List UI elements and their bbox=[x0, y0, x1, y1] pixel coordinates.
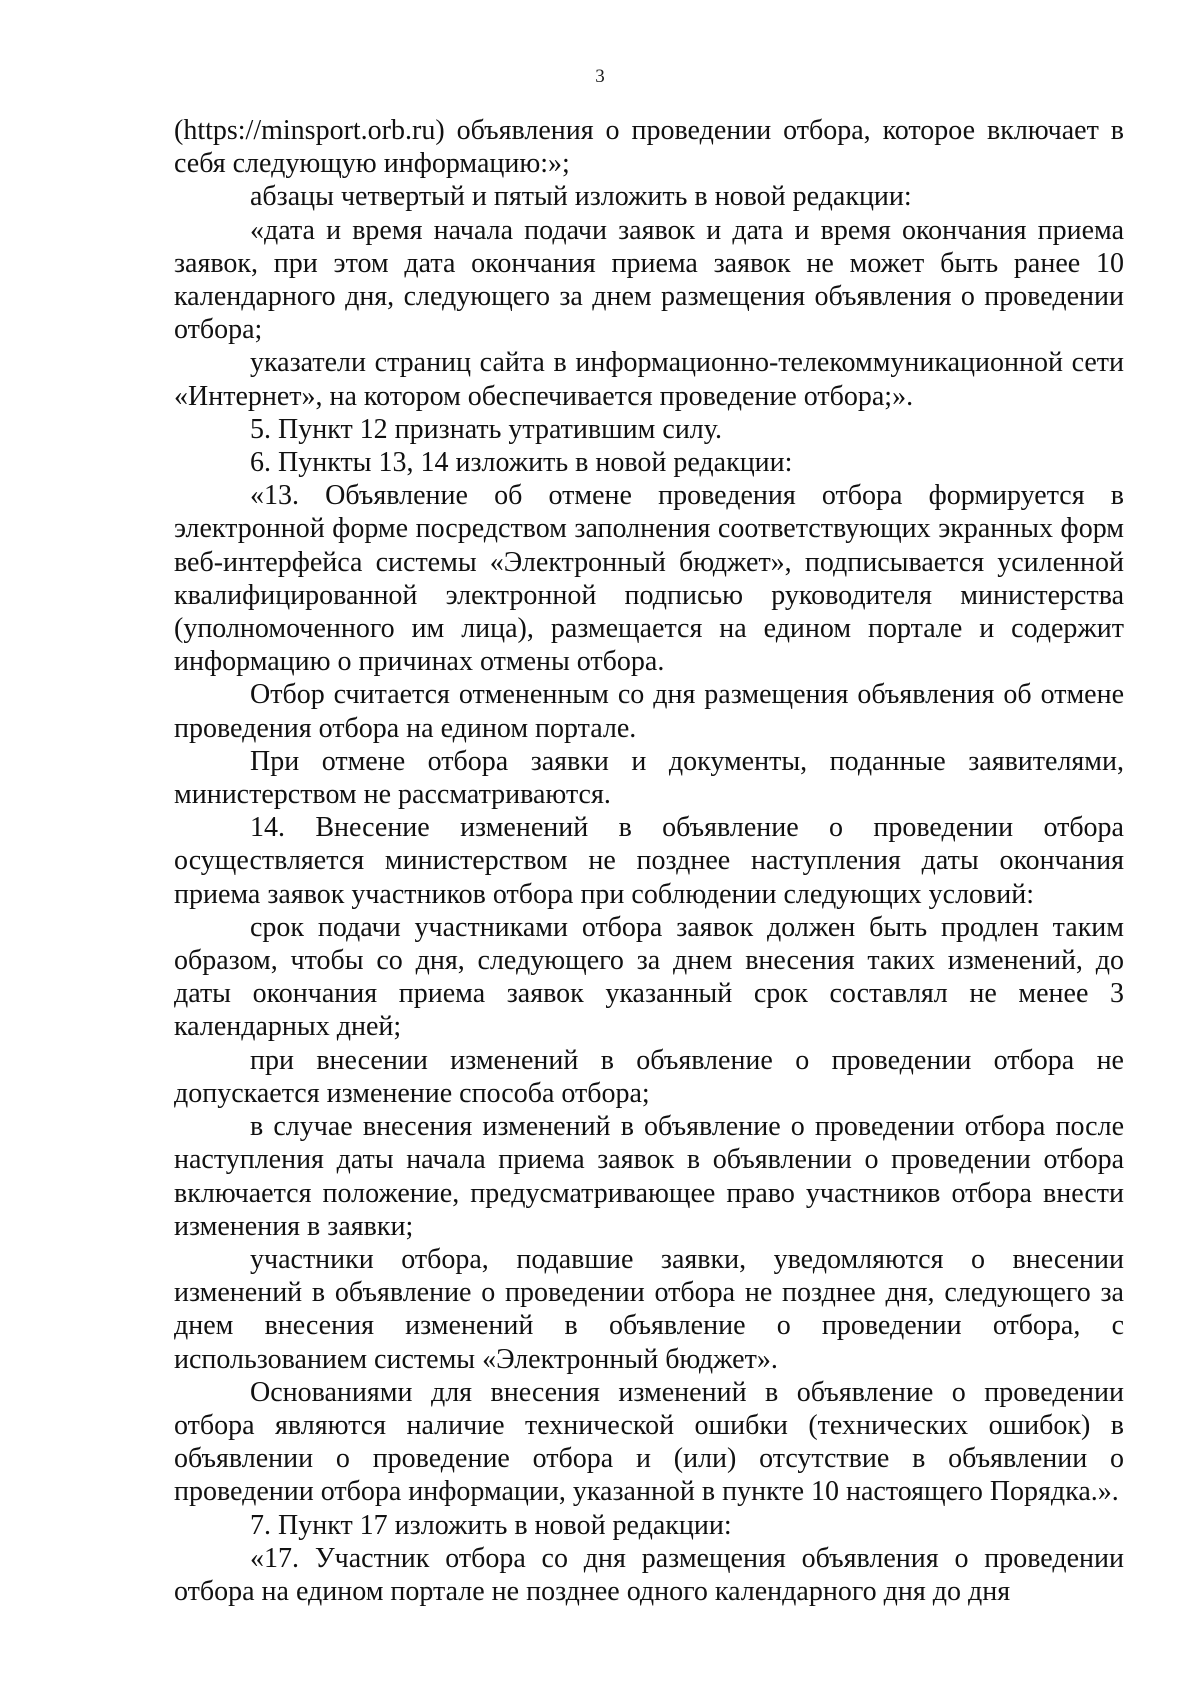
paragraph-13: в случае внесения изменений в объявление о проведении отбора после наступления даты начала приема заявок в объявлении о проведении отбора включается положение, предусматривающее право участников отбора внести изменения в заявки; bbox=[174, 1111, 1124, 1242]
paragraph-11: срок подачи участниками отбора заявок должен быть продлен таким образом, чтобы со дня, следующего за днем внесения таких изменений, до даты окончания приема заявок указанный срок составлял не менее 3 календарных дней; bbox=[174, 911, 1124, 1043]
paragraph-10: 14. Внесение изменений в объявление о проведении отбора осуществляется министерством не позднее наступления даты окончания приема заявок участников отбора при соблюдении следующих условий: bbox=[174, 812, 1124, 910]
paragraph-7: «13. Объявление об отмене проведения отбора формируется в электронной форме посредством заполнения соответствующих экранных форм веб-интерфейса системы «Электронный бюджет», подписывается усиленной квалифицированной электронной подписью руководителя министерства (уполномоченного им лица), размещается на едином портале и содержит информацию о причинах отмены отбора. bbox=[174, 480, 1124, 678]
paragraph-3: «дата и время начала подачи заявок и дата и время окончания приема заявок, при этом дата окончания приема заявок не может быть ранее 10 календарного дня, следующего за днем размещения объявления о проведении отбора; bbox=[174, 214, 1124, 346]
document-body bbox=[174, 114, 1124, 1608]
paragraph-2: абзацы четвертый и пятый изложить в новой редакции: bbox=[250, 181, 912, 213]
page-number: 3 bbox=[595, 66, 605, 87]
paragraph-14: участники отбора, подавшие заявки, уведомляются о внесении изменений в объявление о проведении отбора не позднее дня, следующего за днем внесения изменений в объявление о проведении отбора, с использованием системы «Электронный бюджет». bbox=[174, 1243, 1124, 1375]
paragraph-5: 5. Пункт 12 признать утратившим силу. bbox=[250, 413, 722, 445]
paragraph-9: При отмене отбора заявки и документы, поданные заявителями, министерством не рассматриваются. bbox=[174, 745, 1124, 811]
paragraph-15: Основаниями для внесения изменений в объявление о проведении отбора являются наличие технической ошибки (технических ошибок) в объявлении о проведение отбора и (или) отсутствие в объявлении о проведении отбора информации, указанной в пункте 10 настоящего Порядка.». bbox=[174, 1376, 1124, 1508]
paragraph-16: 7. Пункт 17 изложить в новой редакции: bbox=[250, 1509, 732, 1541]
paragraph-17: «17. Участник отбора со дня размещения объявления о проведении отбора на едином портале не позднее одного календарного дня до дня bbox=[174, 1542, 1124, 1607]
paragraph-8: Отбор считается отмененным со дня размещения объявления об отмене проведения отбора на едином портале. bbox=[174, 679, 1124, 744]
paragraph-4: указатели страниц сайта в информационно-телекоммуникационной сети «Интернет», на котором обеспечивается проведение отбора;». bbox=[174, 347, 1124, 412]
paragraph-1: (https://minsport.orb.ru) объявления о проведении отбора, которое включает в себя следующую информацию:»; bbox=[174, 115, 1124, 180]
paragraph-6: 6. Пункты 13, 14 изложить в новой редакции: bbox=[250, 447, 793, 479]
paragraph-12: при внесении изменений в объявление о проведении отбора не допускается изменение способа отбора; bbox=[174, 1044, 1124, 1109]
